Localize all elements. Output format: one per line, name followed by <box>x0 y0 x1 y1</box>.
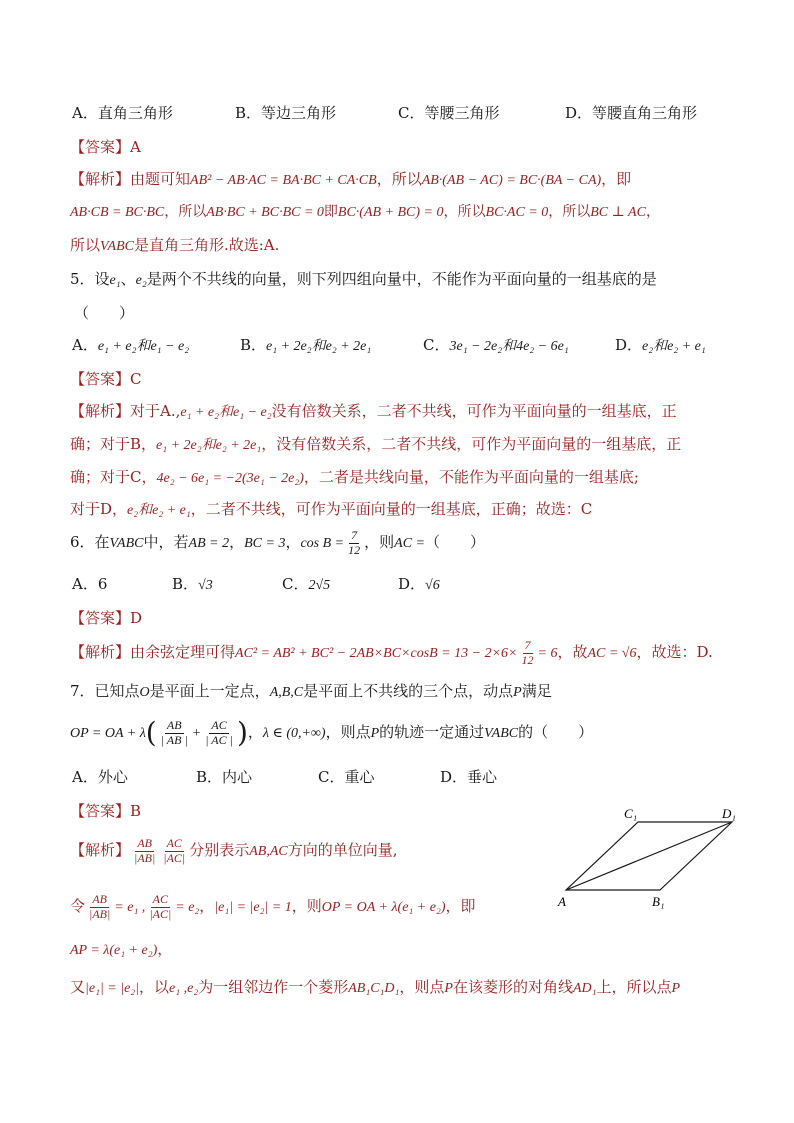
text: ，则点 <box>399 978 445 996</box>
q5-option-b <box>240 334 371 355</box>
q5-analysis-line3 <box>70 466 639 487</box>
q4-option-d: D．等腰直角三角形 <box>565 104 698 122</box>
q6-option-c <box>282 573 330 594</box>
analysis-label: 【解析】 <box>70 170 131 188</box>
formula: cos B = <box>300 536 345 551</box>
formula: AC² = AB² + BC² − 2AB×BC×cosB = 13 − 2×6× <box>235 646 518 661</box>
denominator: 12 <box>348 542 361 557</box>
q7-stem <box>70 680 552 701</box>
formula: VABC <box>109 536 144 551</box>
denominator: | AC | <box>205 732 233 747</box>
fraction <box>147 893 173 920</box>
formula: AB·(AB − AC) = BC·(BA − CA) <box>421 173 602 188</box>
text: 即 <box>323 204 338 220</box>
formula: BC = 3 <box>244 536 286 551</box>
numerator: AC <box>211 718 227 733</box>
q6-analysis <box>70 636 713 670</box>
text: 确；对于B， <box>70 435 157 453</box>
right-paren: ) <box>236 716 248 749</box>
formula: BC·AC = 0 <box>485 205 549 220</box>
text: 满足 <box>521 682 552 700</box>
text: 、 <box>120 270 136 288</box>
text: ，二者不共线，可作为平面向量的一组基底，正确；故选：C <box>190 500 593 518</box>
left-paren: ( <box>145 716 157 749</box>
formula: P <box>370 726 380 741</box>
text: ， <box>157 940 173 958</box>
fraction <box>159 719 190 746</box>
text: B． <box>240 336 267 354</box>
q7-formula-line <box>70 710 593 756</box>
analysis-label: 【解析】 <box>70 841 131 859</box>
formula: e₂和e₂ + e₁ <box>642 339 706 354</box>
q6-option-a: A．6 <box>72 575 108 593</box>
formula: AB·CB = BC·BC <box>70 205 165 220</box>
analysis-label: 【解析】 <box>70 643 131 661</box>
text: ，即 <box>445 897 476 915</box>
denominator: |AC| <box>149 906 172 921</box>
formula: + <box>191 726 202 741</box>
text: ， <box>229 533 245 551</box>
text: ，没有倍数关系，二者不共线，可作为平面向量的一组基底，正 <box>261 435 682 453</box>
formula: e₂和e₂ + e₁ <box>127 503 191 518</box>
text: C． <box>282 575 309 593</box>
text: ，即 <box>601 170 632 188</box>
formula: e₁ + e₂和e₁ − e₂ <box>180 405 272 420</box>
formula: 3e₁ − 2e₂和4e₂ − 6e₁ <box>449 339 569 354</box>
formula: AC = √6 <box>587 646 637 661</box>
formula: AC = <box>394 536 425 551</box>
formula: P <box>513 685 522 700</box>
formula: P <box>444 981 453 996</box>
q5-option-a <box>72 334 189 355</box>
q5-analysis-line2 <box>70 433 681 454</box>
denominator: |AB| <box>89 906 111 921</box>
formula: 2√5 <box>308 578 331 593</box>
text: 是两个不共线的向量，则下列四组向量中，不能作为平面向量的一组基底的是 <box>146 270 657 288</box>
formula: AB·BC + BC·BC = 0 <box>206 205 324 220</box>
text: 方向的单位向量, <box>287 841 398 859</box>
numerator: AB <box>166 718 182 733</box>
q4-option-a: A．直角三角形 <box>72 104 173 122</box>
label-b1: B₁ <box>652 894 665 909</box>
fraction <box>161 837 187 864</box>
fraction <box>132 837 157 864</box>
text: ， <box>285 533 301 551</box>
formula: VABC <box>100 239 134 254</box>
formula: = 6 <box>537 646 558 661</box>
formula: e₁ + 2e₂和e₂ + 2e₁ <box>266 339 372 354</box>
text: ，以 <box>139 978 170 996</box>
text: 又 <box>70 978 86 996</box>
formula: AB₁C₁D₁ <box>348 981 400 996</box>
text: 所以 <box>70 236 101 254</box>
text: ，所以 <box>443 204 486 220</box>
q4-option-c: C．等腰三角形 <box>398 104 500 122</box>
text: 是直角三角形.故选:A. <box>133 236 280 254</box>
text: ，则点 <box>325 723 371 741</box>
formula: A,B,C <box>269 685 304 700</box>
text: 中，若 <box>143 533 189 551</box>
q4-analysis-line1 <box>70 168 631 189</box>
formula: AP = λ(e₁ + e₂) <box>70 943 158 958</box>
formula: e₁ + e₂和e₁ − e₂ <box>97 339 190 354</box>
q7-analysis-line4 <box>70 976 680 997</box>
q7-option-b: B．内心 <box>196 768 253 786</box>
text: 7．已知点 <box>70 682 140 700</box>
text: 5．设 <box>70 270 110 288</box>
text: 令 <box>70 897 86 915</box>
formula: e₁ <box>109 273 121 288</box>
q7-answer: 【答案】B <box>70 802 142 820</box>
formula: √6 <box>425 578 440 593</box>
text: ， <box>645 204 660 220</box>
text: ， <box>199 897 215 915</box>
numerator: AC <box>152 892 168 907</box>
text: C． <box>423 336 450 354</box>
text: 确；对于C， <box>70 468 157 486</box>
text: B． <box>172 575 199 593</box>
numerator: AB <box>137 836 152 851</box>
formula: = e₂ <box>175 900 200 915</box>
formula: OP = OA + λ(e₁ + e₂) <box>321 900 446 915</box>
numerator: AB <box>92 892 107 907</box>
text: 6．在 <box>70 533 110 551</box>
q7-analysis-line3 <box>70 938 172 959</box>
text: ，故选：D. <box>636 643 713 661</box>
text: 没有倍数关系，二者不共线，可作为平面向量的一组基底，正 <box>271 402 677 420</box>
formula: AB,AC <box>249 844 288 859</box>
q5-answer: 【答案】C <box>70 370 142 388</box>
denominator: |AB| <box>134 850 156 865</box>
q4-answer: 【答案】A <box>70 138 141 156</box>
text: 是平面上一定点， <box>149 682 270 700</box>
q7-analysis-line1 <box>70 828 398 874</box>
formula: AD₁ <box>572 981 597 996</box>
text: ，则 <box>291 897 322 915</box>
text: ，所以 <box>164 204 207 220</box>
text: ，所以 <box>548 204 591 220</box>
text: ，则 <box>364 533 395 551</box>
formula: = e₁ , <box>114 900 146 915</box>
formula: BC·(AB + BC) = 0 <box>337 205 444 220</box>
formula: VABC <box>484 726 519 741</box>
text: ， <box>247 723 263 741</box>
fraction <box>203 719 235 746</box>
formula: P <box>671 981 681 996</box>
q5-analysis-line4 <box>70 498 592 519</box>
diagonal-ad1 <box>566 822 732 890</box>
text: A． <box>72 336 98 354</box>
denominator: | AB | <box>160 732 188 747</box>
text: 对于A., <box>130 402 181 420</box>
formula: 4e₂ − 6e₁ = −2(3e₁ − 2e₂) <box>156 471 304 486</box>
numerator: 7 <box>524 638 531 653</box>
q6-stem <box>70 526 485 560</box>
text: ，所以 <box>376 170 422 188</box>
text: 在该菱形的对角线 <box>452 978 573 996</box>
rhombus-figure <box>556 804 746 914</box>
label-d1: D₁ <box>722 806 736 821</box>
numerator: AC <box>166 836 182 851</box>
fraction <box>87 893 112 920</box>
denominator: |AC| <box>163 850 186 865</box>
numerator: 7 <box>351 528 358 543</box>
formula: e₂ <box>135 273 147 288</box>
text: 是平面上不共线的三个点，动点 <box>303 682 514 700</box>
q5-option-d <box>615 334 706 355</box>
label-a: A <box>558 894 566 909</box>
q5-paren: （ ） <box>74 304 135 322</box>
q4-analysis-line3 <box>70 234 279 255</box>
text: 为一组邻边作一个菱形 <box>198 978 349 996</box>
q4-analysis-line2 <box>70 201 660 221</box>
q7-option-a: A．外心 <box>72 768 128 786</box>
q6-option-d <box>398 573 440 594</box>
formula: BC ⊥ AC <box>590 205 646 220</box>
formula: λ ∈ (0,+∞) <box>262 726 326 741</box>
formula: OP = OA + λ <box>70 726 146 741</box>
q4-option-b: B．等边三角形 <box>235 104 337 122</box>
text: 上，所以点 <box>596 978 672 996</box>
q6-answer: 【答案】D <box>70 609 143 627</box>
text: ，故 <box>557 643 588 661</box>
analysis-label: 【解析】 <box>70 402 131 420</box>
formula: O <box>139 685 150 700</box>
text: 的轨迹一定通过 <box>379 723 485 741</box>
text: ，二者是共线向量，不能作为平面向量的一组基底; <box>303 468 639 486</box>
fraction <box>346 529 362 556</box>
q5-option-c <box>423 334 569 355</box>
formula: AB² − AB·AC = BA·BC + CA·CB <box>190 173 377 188</box>
q7-analysis-line2 <box>70 884 476 930</box>
q7-option-d: D．垂心 <box>440 768 498 786</box>
formula: e₁ + 2e₂和e₂ + 2e₁ <box>156 438 262 453</box>
q7-option-c: C．重心 <box>318 768 375 786</box>
denominator: 12 <box>521 652 534 667</box>
text: 由题可知 <box>130 170 191 188</box>
q5-stem <box>70 268 657 289</box>
text: 分别表示 <box>189 841 250 859</box>
text: D． <box>615 336 643 354</box>
text: D． <box>398 575 426 593</box>
formula: √3 <box>198 578 213 593</box>
text: 的（ ） <box>518 723 594 741</box>
q6-option-b <box>172 573 213 594</box>
formula: AB = 2 <box>188 536 230 551</box>
label-c1: C₁ <box>624 806 638 821</box>
formula: e₁ ,e₂ <box>169 981 199 996</box>
fraction <box>520 639 536 666</box>
q5-analysis-line1 <box>70 400 677 421</box>
text: （ ） <box>425 533 486 551</box>
formula: |e₁| = |e₂| <box>85 981 140 996</box>
formula: |e₁| = |e₂| = 1 <box>214 900 292 915</box>
text: 对于D， <box>70 500 128 518</box>
text: 由余弦定理可得 <box>130 643 236 661</box>
